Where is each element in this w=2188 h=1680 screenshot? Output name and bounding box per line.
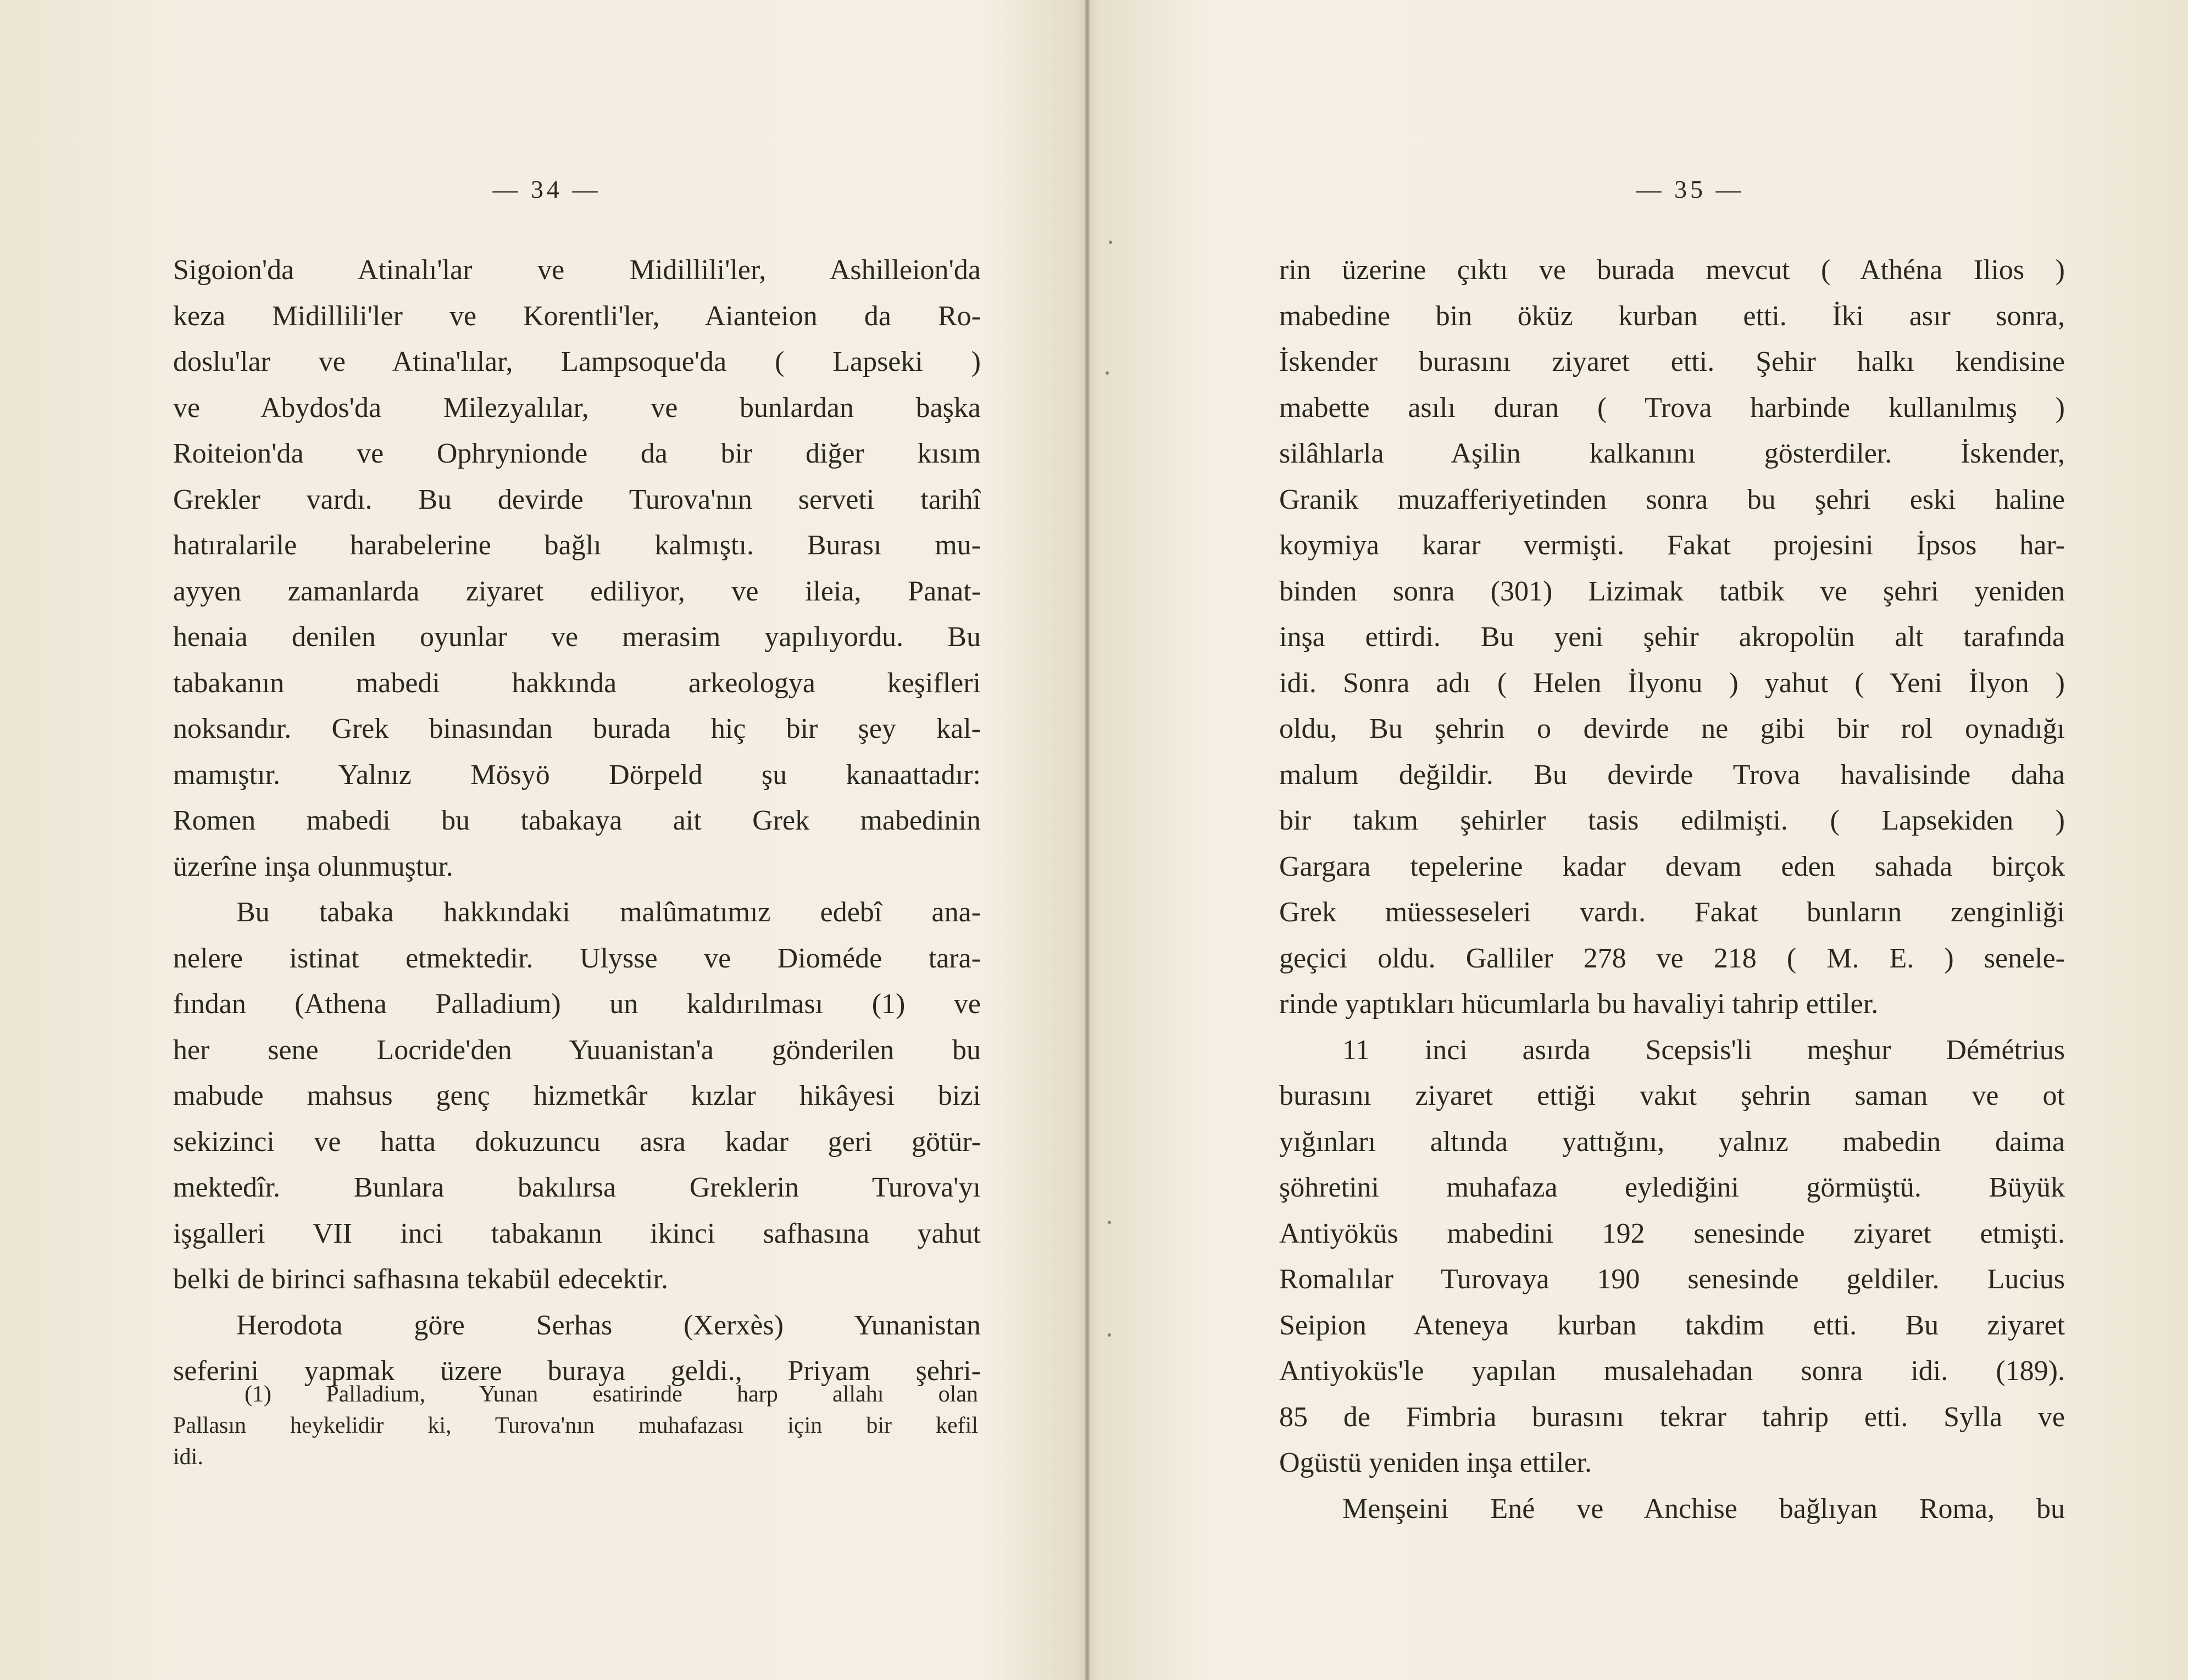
- body-text: [1279, 247, 2065, 1532]
- body-text: [173, 247, 981, 1394]
- text-line: belki de birinci safhasına tekabül edecektir.: [173, 1264, 668, 1295]
- text-line: ayyen zamanlarda ziyaret ediliyor, ve ileia, Panat-: [173, 575, 981, 607]
- paper-speck: [1109, 241, 1112, 244]
- paragraph-start-line: Menşeini Ené ve Anchise bağlıyan Roma, bu: [1342, 1493, 2065, 1525]
- text-line: mektedîr. Bunlara bakılırsa Greklerin Turova'yı: [173, 1172, 981, 1203]
- text-line: mabedine bin öküz kurban etti. İki asır sonra,: [1279, 300, 2065, 332]
- text-line: doslu'lar ve Atina'lılar, Lampsoque'da ( Lapseki ): [173, 346, 981, 377]
- text-line: Seipion Ateneya kurban takdim etti. Bu ziyaret: [1279, 1309, 2065, 1341]
- text-line: seferini yapmak üzere buraya geldi., Priyam şehri-: [173, 1355, 981, 1387]
- paper-speck: [1108, 1221, 1111, 1224]
- text-line: her sene Locride'den Yuuanistan'a gönderilen bu: [173, 1034, 981, 1066]
- text-line: üzerîne inşa olunmuştur.: [173, 850, 453, 882]
- text-line: Grek müesseseleri vardı. Fakat bunların zenginliği: [1279, 897, 2065, 928]
- footnote-line: idi.: [173, 1444, 203, 1470]
- page-number: — 34 —: [492, 175, 601, 203]
- text-line: burasını ziyaret ettiği vakıt şehrin saman ve ot: [1279, 1080, 2065, 1111]
- text-line: koymiya karar vermişti. Fakat projesini İpsos har-: [1279, 530, 2065, 561]
- paper-speck: [1108, 1333, 1111, 1337]
- text-line: keza Midillili'ler ve Korentli'ler, Aianteion da Ro-: [173, 300, 981, 332]
- text-line: bir takım şehirler tasis edilmişti. ( Lapsekiden ): [1279, 805, 2065, 836]
- text-line: idi. Sonra adı ( Helen İlyonu ) yahut ( Yeni İlyon ): [1279, 667, 2065, 699]
- text-line: nelere istinat etmektedir. Ulysse ve Dioméde tara-: [173, 942, 981, 974]
- text-line: henaia denilen oyunlar ve merasim yapılıyordu. Bu: [173, 621, 981, 653]
- text-line: silâhlarla Aşilin kalkanını gösterdiler. İskender,: [1279, 438, 2065, 469]
- text-line: sekizinci ve hatta dokuzuncu asra kadar geri götür-: [173, 1126, 981, 1158]
- text-line: Ogüstü yeniden inşa ettiler.: [1279, 1447, 1592, 1478]
- text-line: tabakanın mabedi hakkında arkeologya keşifleri: [173, 667, 981, 699]
- text-line: inşa ettirdi. Bu yeni şehir akropolün alt tarafında: [1279, 621, 2065, 653]
- text-line: Gargara tepelerine kadar devam eden sahada birçok: [1279, 850, 2065, 882]
- text-line: rin üzerine çıktı ve burada mevcut ( Athéna Ilios ): [1279, 254, 2065, 286]
- text-line: mamıştır. Yalnız Mösyö Dörpeld şu kanaattadır:: [173, 759, 981, 791]
- text-line: geçici oldu. Galliler 278 ve 218 ( M. E. ) senele-: [1279, 942, 2065, 974]
- text-line: hatıralarile harabelerine bağlı kalmıştı. Burası mu-: [173, 530, 981, 561]
- page-number: — 35 —: [1636, 175, 1745, 203]
- text-line: rinde yaptıkları hücumlarla bu havaliyi tahrip ettiler.: [1279, 988, 1879, 1020]
- text-line: fından (Athena Palladium) un kaldırılması (1) ve: [173, 988, 981, 1020]
- footnote-line: (1) Palladium, Yunan esatirinde harp allahı olan: [245, 1382, 978, 1407]
- text-line: İskender burasını ziyaret etti. Şehir halkı kendisine: [1279, 346, 2065, 377]
- left-page: [0, 0, 1085, 1680]
- paper-speck: [1106, 371, 1109, 375]
- footnote-line: Pallasın heykelidir ki, Turova'nın muhafazası için bir kefil: [173, 1413, 978, 1438]
- text-line: mabette asılı duran ( Trova harbinde kullanılmış ): [1279, 392, 2065, 424]
- text-line: Antiyöküs mabedini 192 senesinde ziyaret etmişti.: [1279, 1217, 2065, 1249]
- footnote: [173, 1379, 978, 1473]
- text-line: Granik muzafferiyetinden sonra bu şehri eski haline: [1279, 483, 2065, 515]
- text-line: Sigoion'da Atinalı'lar ve Midillili'ler, Ashilleion'da: [173, 254, 981, 286]
- text-line: Grekler vardı. Bu devirde Turova'nın serveti tarihî: [173, 483, 981, 515]
- text-line: şöhretini muhafaza eylediğini görmüştü. Büyük: [1279, 1172, 2065, 1203]
- text-line: oldu, Bu şehrin o devirde ne gibi bir rol oynadığı: [1279, 713, 2065, 744]
- text-line: ve Abydos'da Milezyalılar, ve bunlardan başka: [173, 392, 981, 424]
- text-line: yığınları altında yattığını, yalnız mabedin daima: [1279, 1126, 2065, 1158]
- text-line: malum değildir. Bu devirde Trova havalisinde daha: [1279, 759, 2065, 791]
- right-page: [1090, 0, 2188, 1680]
- book-gutter: [1085, 0, 1090, 1680]
- paragraph-start-line: Bu tabaka hakkındaki malûmatımız edebî ana-: [236, 897, 981, 928]
- text-line: mabude mahsus genç hizmetkâr kızlar hikâyesi bizi: [173, 1080, 981, 1111]
- text-line: Roiteion'da ve Ophrynionde da bir diğer kısım: [173, 438, 981, 469]
- text-line: Romen mabedi bu tabakaya ait Grek mabedinin: [173, 805, 981, 836]
- paragraph-start-line: Herodota göre Serhas (Xerxès) Yunanistan: [236, 1309, 981, 1341]
- text-line: binden sonra (301) Lizimak tatbik ve şehri yeniden: [1279, 575, 2065, 607]
- text-line: noksandır. Grek binasından burada hiç bir şey kal-: [173, 713, 981, 744]
- text-line: Romalılar Turovaya 190 senesinde geldiler. Lucius: [1279, 1264, 2065, 1295]
- text-line: işgalleri VII inci tabakanın ikinci safhasına yahut: [173, 1217, 981, 1249]
- paragraph-start-line: 11 inci asırda Scepsis'li meşhur Démétrius: [1342, 1034, 2065, 1066]
- text-line: 85 de Fimbria burasını tekrar tahrip etti. Sylla ve: [1279, 1401, 2065, 1433]
- text-line: Antiyoküs'le yapılan musalehadan sonra idi. (189).: [1279, 1355, 2065, 1387]
